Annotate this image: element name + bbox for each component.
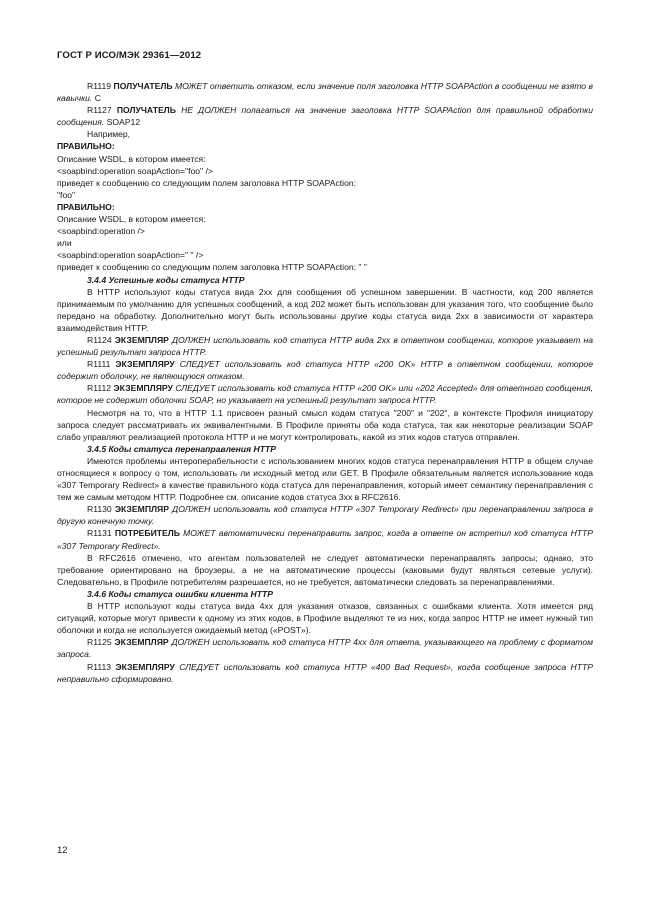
requirement-id: R1127: [87, 105, 112, 116]
requirement-tag: SOAP12: [106, 117, 141, 128]
requirement-r1125: [57, 636, 593, 660]
requirement-keyword: ПОТРЕБИТЕЛЬ: [114, 528, 180, 539]
requirement-id: R1131: [87, 528, 112, 539]
requirement-r1127: [57, 104, 593, 128]
example-code: <soapbind:operation soapAction=" " />: [57, 250, 204, 261]
requirement-id: R1112: [87, 383, 112, 394]
paragraph: В HTTP используют коды статуса вида 2xx для сообщения об успешном завершении. В частности, код 200 является принимаемым по умолчанию для успешных сообщений, а код 202 может быть использован для указания того, что сообщение было передано на обработку. Дополнительно могут быть использованы другие коды статуса вида 2xx в зависимости от характера взаимодействия HTTP.: [57, 286, 593, 333]
example-line: приведет к сообщению со следующим полем заголовка HTTP SOAPAction:: [57, 177, 357, 188]
requirement-r1113: [57, 661, 593, 685]
requirement-r1130: [57, 503, 593, 527]
example-code: <soapbind:operation soapAction="foo" />: [57, 165, 213, 176]
requirement-text: МОЖЕТ ответить отказом, если значение поля заголовка HTTP SOAPAction в сообщении не взято в кавычки.: [57, 81, 594, 104]
requirement-r1112: [57, 382, 593, 406]
requirement-r1111: [57, 358, 593, 382]
page-number: 12: [57, 845, 68, 856]
requirement-text: НЕ ДОЛЖЕН полагаться на значение заголовка HTTP SOAPAction для правильной обработки сообщения.: [57, 105, 593, 128]
requirement-keyword: ЭКЗЕМПЛЯРУ: [113, 383, 173, 394]
section-title-3-4-4: 3.4.4 Успешные коды статуса HTTP: [87, 274, 245, 285]
paragraph: Имеются проблемы интероперабельности с использованием многих кодов статуса перенаправления HTTP в общем случае относящиеся к вопросу о том, использовать ли исходный метод или GET. В Профиле обязательным является использование кода «307 Temporary Redirect» в качестве правильного кода статуса для перенаправления, который имеет семантику перенаправления с тем же самым методом HTTP. Подробнее см. описание кодов статуса 3xx в RFC2616.: [57, 455, 593, 503]
example-code: <soapbind:operation />: [57, 226, 145, 237]
requirement-keyword: ЭКЗЕМПЛЯРУ: [115, 661, 175, 672]
requirement-keyword: ЭКЗЕМПЛЯР: [114, 504, 169, 515]
document-body: [57, 80, 593, 685]
document-header: ГОСТ Р ИСО/МЭК 29361—2012: [57, 50, 202, 61]
example-line: Описание WSDL, в котором имеется:: [57, 214, 206, 225]
requirement-keyword: ЭКЗЕМПЛЯР: [114, 334, 169, 345]
requirement-id: R1125: [87, 637, 112, 648]
example-intro: Например,: [87, 129, 131, 140]
section-title-3-4-5: 3.4.5 Коды статуса перенаправления HTTP: [87, 443, 276, 454]
requirement-text: СЛЕДУЕТ использовать код статуса HTTP «400 Bad Request», когда сообщение запроса HTTP неправильно сформировано.: [57, 661, 593, 684]
requirement-tag: C: [94, 93, 101, 104]
requirement-text: СЛЕДУЕТ использовать код статуса HTTP «200 OK» HTTP в ответном сообщении, которое содержит оболочку, не являющуюся отказом.: [57, 359, 593, 382]
requirement-keyword: ЭКЗЕМПЛЯРУ: [115, 359, 175, 370]
paragraph: Несмотря на то, что в HTTP 1.1 присвоен разный смысл кодам статуса "200" и "202", в контексте Профиля инициатору запроса следует рассматривать их эквивалентными. В Профиле приняты оба кода статуса, так как некоторые реализации SOAP слабо управляют реализацией протокола HTTP и не могут контролировать, какой из этих кодов статуса отправлен.: [57, 407, 593, 442]
requirement-id: R1130: [87, 504, 112, 515]
paragraph: В RFC2616 отмечено, что агентам пользователей не следует автоматически перенаправлять запросы; однако, это требование ориентировано на броузеры, а не на автоматические процессы (каковыми будут являться сетевые услуги). Следовательно, в Профиле потребителям разрешается, но не требуется, автоматически следовать за перенаправлениями.: [57, 552, 593, 587]
example-line: или: [57, 238, 72, 249]
section-title-3-4-6: 3.4.6 Коды статуса ошибки клиента HTTP: [87, 588, 273, 599]
requirement-id: R1111: [87, 359, 111, 370]
requirement-keyword: ПОЛУЧАТЕЛЬ: [113, 81, 173, 91]
requirement-id: R1119: [87, 81, 112, 91]
requirement-r1131: [57, 527, 593, 551]
correct-label: ПРАВИЛЬНО:: [57, 141, 115, 152]
requirement-keyword: ЭКЗЕМПЛЯР: [114, 637, 169, 648]
requirement-text: ДОЛЖЕН использовать код статуса HTTP «307 Temporary Redirect» при перенаправлении запроса в другую конечную точку.: [57, 504, 593, 527]
correct-label: ПРАВИЛЬНО:: [57, 201, 115, 212]
example-line: приведет к сообщению со следующим полем заголовка HTTP SOAPAction: " ": [57, 262, 367, 273]
requirement-id: R1113: [87, 661, 112, 672]
requirement-r1124: [57, 334, 593, 358]
requirement-text: ДОЛЖЕН использовать код статуса HTTP вида 2xx в ответном сообщении, которое указывает на успешный результат запроса HTTP.: [57, 334, 594, 358]
requirement-id: R1124: [87, 334, 112, 345]
paragraph: В HTTP используют коды статуса вида 4xx для указания отказов, связанных с ошибками клиента. Хотя имеется ряд ситуаций, которые могут привести к одному из этих кодов, в Профиле выделяют те из них, когда запрос HTTP не имеет нужный тип оболочки и когда не используется ожидаемый метод («POST»).: [57, 601, 593, 636]
requirement-keyword: ПОЛУЧАТЕЛЬ: [116, 105, 176, 116]
example-line: Описание WSDL, в котором имеется:: [57, 153, 206, 164]
requirement-text: СЛЕДУЕТ использовать код статуса HTTP «200 OK» или «202 Accepted» для ответного сообщения, которое не содержит оболочки SOAP, но указывает на успешный результат запроса HTTP.: [57, 383, 593, 406]
example-code: "foo": [57, 189, 76, 200]
requirement-text: ДОЛЖЕН использовать код статуса HTTP 4xx для ответа, указывающего на проблему с форматом запроса.: [57, 637, 594, 660]
requirement-r1119: [57, 80, 593, 104]
requirement-text: МОЖЕТ автоматически перенаправить запрос, когда в ответе он встретил код статуса HTTP «307 Temporary Redirect».: [57, 528, 594, 551]
